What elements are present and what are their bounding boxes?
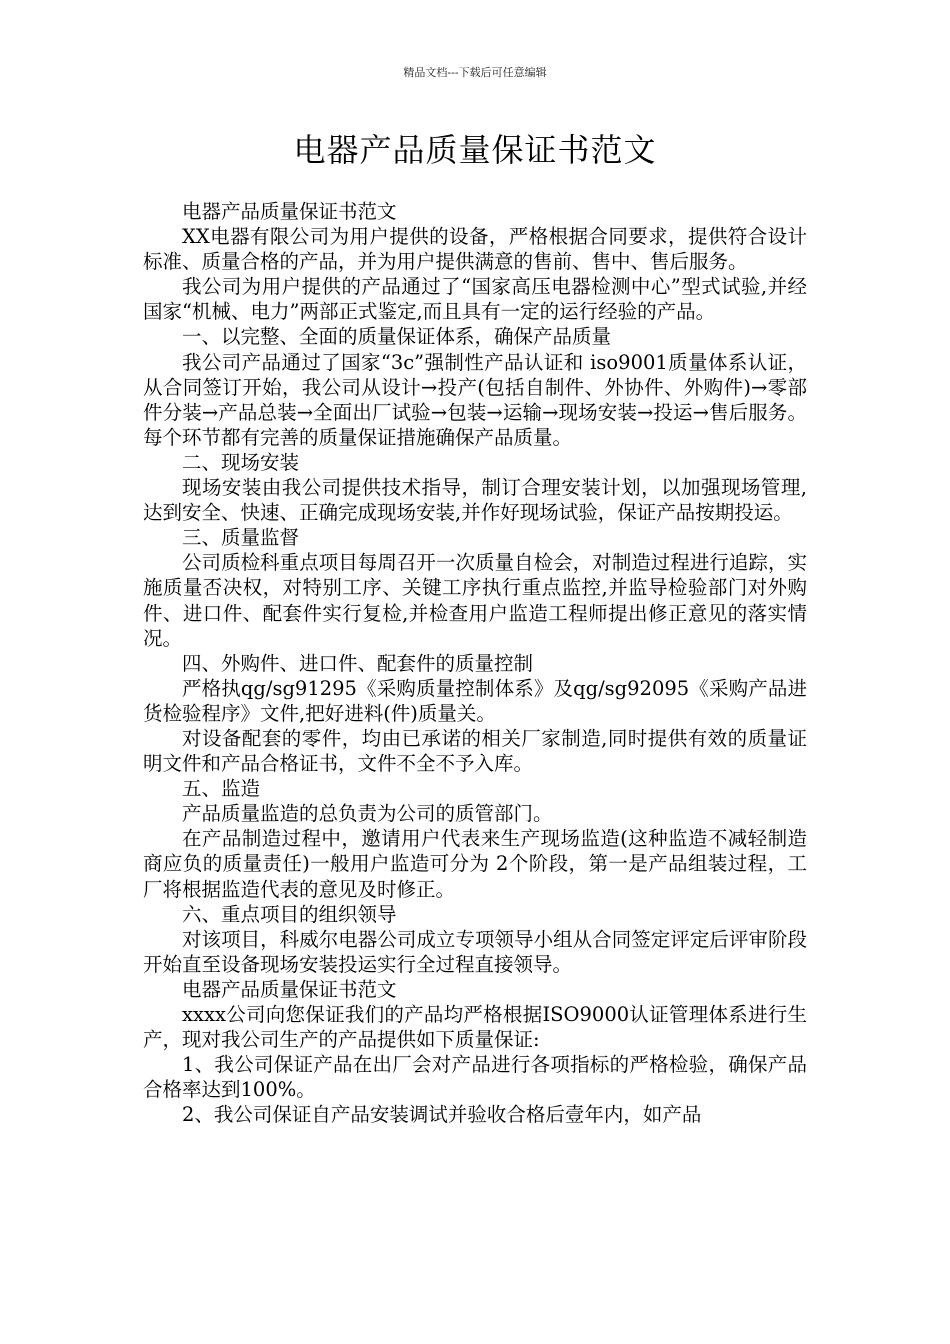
paragraph: 2、我公司保证自产品安装调试并验收合格后壹年内，如产品 (182, 1103, 702, 1127)
section-heading: 一、以完整、全面的质量保证体系，确保产品质量 (182, 325, 612, 349)
header-note: 精品文档---下载后可任意编辑 (403, 66, 547, 79)
paragraph: 对设备配套的零件，均由已承诺的相关厂家制造,同时提供有效的质量证明文件和产品合格证书，文件不全不予入库。 (143, 726, 807, 776)
document-body (143, 199, 807, 1127)
paragraph: 在产品制造过程中，邀请用户代表来生产现场监造(这种监造不减轻制造商应负的质量责任)一般用户监造可分为 2个阶段，第一是产品组装过程，工厂将根据监造代表的意见及时修正。 (143, 827, 807, 901)
paragraph: 现场安装由我公司提供技术指导，制订合理安装计划，以加强现场管理,达到安全、快速、正确完成现场安装,并作好现场试验，保证产品按期投运。 (143, 476, 807, 525)
section-heading: 二、现场安装 (182, 450, 300, 474)
section-heading: 电器产品质量保证书范文 (182, 977, 397, 1001)
paragraph: 公司质检科重点项目每周召开一次质量自检会，对制造过程进行追踪，实施质量否决权，对特别工序、关键工序执行重点监控,并监导检验部门对外购件、进口件、配套件实行复检,并检查用户监造工程师提出修正意见的落实情况。 (143, 551, 807, 650)
paragraph: xxxx公司向您保证我们的产品均严格根据ISO9000认证管理体系进行生产，现对我公司生产的产品提供如下质量保证: (143, 1003, 807, 1052)
paragraph: 严格执qg/sg91295《采购质量控制体系》及qg/sg92095《采购产品进货检验程序》文件,把好进料(件)质量关。 (143, 676, 807, 725)
section-heading: 五、监造 (182, 777, 261, 801)
paragraph: 我公司为用户提供的产品通过了“国家高压电器检测中心”型式试验,并经国家“机械、电力”两部正式鉴定,而且具有一定的运行经验的产品。 (143, 275, 807, 324)
paragraph: XX电器有限公司为用户提供的设备，严格根据合同要求，提供符合设计标准、质量合格的产品，并为用户提供满意的售前、售中、售后服务。 (143, 225, 807, 274)
paragraph: 电器产品质量保证书范文 (182, 200, 397, 223)
paragraph: 对该项目，科威尔电器公司成立专项领导小组从合同签定评定后评审阶段开始直至设备现场安装投运实行全过程直接领导。 (143, 927, 807, 976)
document-title: 电器产品质量保证书范文 (293, 131, 657, 169)
paragraph: 产品质量监造的总负责为公司的质管部门。 (182, 802, 553, 826)
section-heading: 六、重点项目的组织领导 (182, 902, 397, 926)
section-heading: 四、外购件、进口件、配套件的质量控制 (182, 651, 534, 675)
paragraph: 1、我公司保证产品在出厂会对产品进行各项指标的严格检验，确保产品合格率达到100%。 (143, 1053, 807, 1102)
paragraph: 我公司产品通过了国家“3c”强制性产品认证和 iso9001质量体系认证，从合同签订开始，我公司从设计→投产(包括自制件、外协件、外购件)→零部件分装→产品总装→全面出厂试验→包装→运输→现场安装→投运→售后服务。每个环节都有完善的质量保证措施确保产品质量。 (143, 350, 807, 449)
section-heading: 三、质量监督 (182, 526, 300, 550)
